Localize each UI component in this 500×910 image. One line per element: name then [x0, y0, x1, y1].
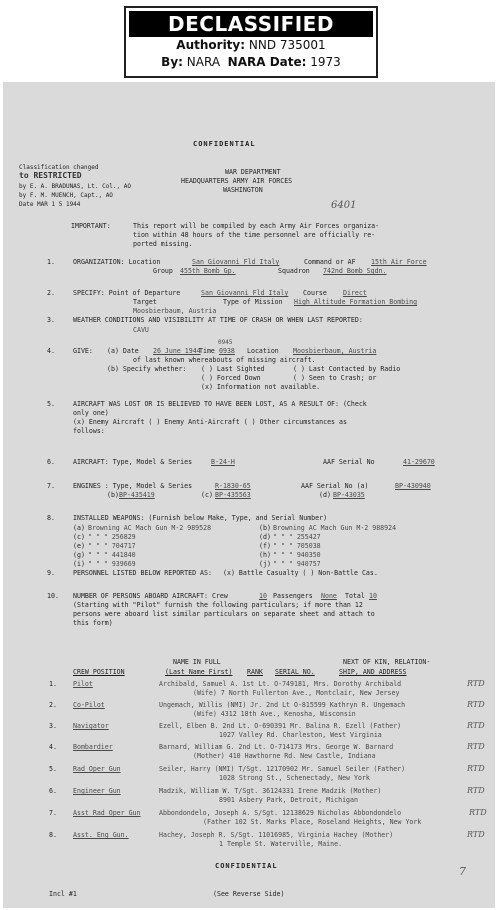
crew-details: Ezell, Elben B. 2nd Lt. O-690391 Mr. Balina R. Ezell (Father) [159, 722, 402, 730]
crew-details: Archibald, Samuel A. 1st Lt. O-749181, Mrs. Dorothy Archibald [159, 680, 402, 688]
page-handwritten-mark: 7 [459, 865, 466, 878]
crew-rtd-mark: RTD [467, 786, 485, 795]
crew-position: Navigator [73, 722, 109, 730]
target-value: Moosbierbaum, Austria [133, 307, 217, 315]
weapon-entry: " " " 705038 [273, 542, 321, 550]
engine-d-label: (d) [319, 491, 331, 499]
important-line2: tion within 48 hours of the time personnel are officially re- [133, 231, 376, 239]
location-label: Location [247, 347, 279, 355]
engine-c-label: (c) [201, 491, 213, 499]
option-forced-down: ( ) Forced Down [201, 374, 261, 382]
crew-address: (Mother) 410 Hawthorne Rd. New Castle, Indiana [193, 752, 376, 760]
crew-position: Engineer Gun [73, 787, 121, 795]
weapon-letter: (j) [259, 560, 271, 568]
weapon-entry: Browning AC Mach Gun M-2 989528 [88, 524, 212, 532]
crew-rtd-mark: RTD [467, 764, 485, 773]
crew-rtd-mark: RTD [467, 700, 485, 709]
crew-address: 1 Temple St. Waterville, Maine. [219, 840, 343, 848]
section-2-number: 2. [47, 289, 55, 297]
col-last-name-first: (Last Name First) [165, 668, 233, 676]
crew-rtd-mark: RTD [469, 808, 487, 817]
persons-line3: persons were aboard list similar particulars on separate sheet and attach to [73, 610, 375, 618]
section-6-number: 6. [47, 458, 55, 466]
persons-line4: this form) [73, 619, 113, 627]
date-value: 26 June 1944 [153, 347, 201, 355]
crew-address: 1028 Strong St., Schenectady, New York [219, 774, 370, 782]
option-last-sighted: ( ) Last Sighted [201, 365, 265, 373]
section-10-number: 10. [47, 592, 59, 600]
weapons-label: INSTALLED WEAPONS: (Furnish below Make, Type, and Serial Number) [73, 514, 328, 522]
aircraft-serial-label: AAF Serial No [323, 458, 375, 466]
squadron-label: Squadron [278, 267, 310, 275]
crew-address: (Wife) 4312 18th Ave., Kenosha, Wisconsin [193, 710, 356, 718]
option-info-not-available: (x) Information not available. [201, 383, 321, 391]
whereabouts-text: of last known whereabouts of missing aircraft. [133, 356, 316, 364]
lost-reason-line3: (x) Enemy Aircraft ( ) Enemy Anti-Aircraft ( ) Other circumstances as [73, 418, 347, 426]
crew-position: Asst Rad Oper Gun [73, 809, 141, 817]
crew-number: 8. [49, 831, 57, 839]
give-label: GIVE: [73, 347, 93, 355]
crew-address: 8901 Asbery Park, Detroit, Michigan [219, 796, 358, 804]
engine-serial-d: BP-43035 [333, 491, 365, 499]
weapon-letter: (d) [259, 533, 271, 541]
time-correction: 0945 [218, 339, 233, 346]
group-value: 455th Bomb Gp. [180, 267, 236, 275]
classification-bottom: CONFIDENTIAL [215, 862, 278, 870]
important-line3: ported missing. [133, 240, 193, 248]
section-8-number: 8. [47, 514, 55, 522]
engine-b-label: (b) [107, 491, 119, 499]
course-value: Direct [343, 289, 367, 297]
time-label: Time [199, 347, 215, 355]
aircraft-serial: 41-29670 [403, 458, 435, 466]
crew-rtd-mark: RTD [467, 721, 485, 730]
organization-location: San Giovanni Fld Italy [192, 258, 280, 266]
mission-value: High Altitude Formation Bombing [294, 298, 418, 306]
passengers-label: Passengers [273, 592, 313, 600]
crew-position: Pilot [73, 680, 93, 688]
total-label: Total [345, 592, 365, 600]
engine-serial-a: BP-430940 [395, 482, 431, 490]
option-last-contacted: ( ) Last Contacted by Radio [293, 365, 401, 373]
class-change-line4: by F. M. MUENCH, Capt., AO [19, 192, 113, 199]
squadron-value: 742nd Bomb Sqdn. [323, 267, 387, 275]
document-number: 6401 [331, 200, 357, 211]
crew-rtd-mark: RTD [467, 830, 485, 839]
personnel-label: PERSONNEL LISTED BELOW REPORTED AS: [73, 569, 212, 577]
weapon-letter: (c) [73, 533, 85, 541]
classification-top: CONFIDENTIAL [193, 140, 256, 148]
col-rank: RANK [247, 668, 263, 676]
option-seen-crash: ( ) Seen to Crash; or [293, 374, 377, 382]
crew-details: Madzik, William W. T/Sgt. 36124331 Irene Madzik (Mother) [159, 787, 382, 795]
important-label: IMPORTANT: [71, 222, 111, 230]
departure-value: San Giovanni Fld Italy [201, 289, 289, 297]
weapon-entry: " " " 940757 [273, 560, 321, 568]
engine-serial-c: BP-435563 [215, 491, 251, 499]
persons-aboard-label: NUMBER OF PERSONS ABOARD AIRCRAFT: Crew [73, 592, 228, 600]
weather-value: CAVU [133, 326, 149, 334]
declassified-banner [124, 6, 378, 78]
weapon-entry: Browning AC Mach Gun M-2 988924 [273, 524, 397, 532]
target-label: Target [133, 298, 157, 306]
banner-title: DECLASSIFIED [129, 11, 373, 37]
weapon-letter: (g) [73, 551, 85, 559]
crew-details: Abbondondelo, Joseph A. S/Sgt. 12138629 Nicholas Abbondondelo [159, 809, 402, 817]
command-label: Command or AF [304, 258, 356, 266]
lost-reason-line2: only one) [73, 409, 109, 417]
document-page [3, 82, 495, 908]
col-relationship-address: SHIP, AND ADDRESS [339, 668, 407, 676]
weapon-entry: " " " 940350 [273, 551, 321, 559]
important-line1: This report will be compiled by each Army Air Forces organiza- [133, 222, 380, 230]
group-label: Group [153, 267, 173, 275]
inclosure-label: Incl #1 [49, 890, 77, 898]
weapon-entry: " " " 441840 [88, 551, 136, 559]
crew-details: Seiler, Harry (NMI) T/Sgt. 12170902 Mr. Samuel Seiler (Father) [159, 765, 406, 773]
crew-number: 3. [49, 722, 57, 730]
crew-number: 2. [49, 701, 57, 709]
crew-number: 1. [49, 680, 57, 688]
section-5-number: 5. [47, 400, 55, 408]
total-value: 10 [369, 592, 377, 600]
crew-position: Asst. Eng Gun. [73, 831, 129, 839]
crew-rtd-mark: RTD [467, 679, 485, 688]
course-label: Course [303, 289, 327, 297]
crew-details: Hachey, Joseph R. S/Sgt. 11016985, Virginia Hachey (Mother) [159, 831, 394, 839]
location-value: Moosbierbaum, Austria [293, 347, 377, 355]
engine-serial-b: BP-435419 [119, 491, 155, 499]
engines-label: ENGINES : Type, Model & Series [73, 482, 193, 490]
crew-count: 10 [259, 592, 267, 600]
class-change-line3: by E. A. BRADUNAS, Lt. Col., AO [19, 183, 131, 190]
crew-number: 6. [49, 787, 57, 795]
aircraft-type: B-24-H [211, 458, 235, 466]
persons-line2: (Starting with "Pilot" furnish the following particulars; if more than 12 [73, 601, 363, 609]
time-value: 0938 [219, 347, 235, 355]
header-line1: WAR DEPARTMENT [225, 168, 281, 176]
lost-reason-line4: follows: [73, 427, 105, 435]
weapon-entry: " " " 704717 [88, 542, 136, 550]
weapon-entry: " " " 255427 [273, 533, 321, 541]
col-serial-no: SERIAL NO. [275, 668, 315, 676]
crew-number: 4. [49, 743, 57, 751]
specify-label: (b) Specify whether: [107, 365, 187, 373]
col-name-in-full: NAME IN FULL [173, 658, 221, 666]
weapon-letter: (h) [259, 551, 271, 559]
crew-number: 7. [49, 809, 57, 817]
banner-by: By: NARA NARA Date: 1973 [161, 55, 341, 69]
crew-address: 1027 Valley Rd. Charleston, West Virginia [219, 731, 382, 739]
weapon-letter: (a) [73, 524, 85, 532]
section-1-number: 1. [47, 258, 55, 266]
banner-authority: Authority: NND 735001 [176, 38, 326, 52]
section-9-number: 9. [47, 569, 55, 577]
weather-label: WEATHER CONDITIONS AND VISIBILITY AT TIME OF CRASH OR WHEN LAST REPORTED: [73, 316, 363, 324]
col-crew-position: CREW POSITION [73, 668, 125, 676]
mission-label: Type of Mission [223, 298, 283, 306]
crew-position: Co-Pilot [73, 701, 105, 709]
lost-reason-line1: AIRCRAFT WAS LOST OR IS BELIEVED TO HAVE BEEN LOST, AS A RESULT OF: (Check [73, 400, 367, 408]
crew-position: Rad Oper Gun [73, 765, 121, 773]
departure-label: SPECIFY: Point of Departure [73, 289, 181, 297]
class-change-line5: Date MAR 1 5 1944 [19, 201, 81, 208]
crew-details: Ungemach, Willis (NMI) Jr. 2nd Lt O-815599 Kathryn R. Ungemach [159, 701, 406, 709]
passengers-value: None [321, 592, 337, 600]
crew-number: 5. [49, 765, 57, 773]
weapon-letter: (e) [73, 542, 85, 550]
crew-details: Barnard, William G. 2nd Lt. O-714173 Mrs. George W. Barnard [159, 743, 394, 751]
section-4-number: 4. [47, 347, 55, 355]
header-line3: WASHINGTON [223, 186, 263, 194]
personnel-status: (x) Battle Casualty ( ) Non-Battle Cas. [223, 569, 378, 577]
weapon-entry: " " " 939669 [88, 560, 136, 568]
class-change-line1: Classification changed [19, 164, 99, 171]
see-reverse-side: (See Reverse Side) [213, 890, 285, 898]
date-label: (a) Date [107, 347, 139, 355]
weapon-letter: (i) [73, 560, 85, 568]
aircraft-label: AIRCRAFT: Type, Model & Series [73, 458, 193, 466]
organization-label: ORGANIZATION: Location [73, 258, 161, 266]
class-change-line2: to RESTRICTED [19, 171, 82, 180]
command-value: 15th Air Force [371, 258, 427, 266]
section-7-number: 7. [47, 482, 55, 490]
crew-position: Bombardier [73, 743, 113, 751]
crew-address: (Wife) 7 North Fullerton Ave., Montclair, New Jersey [193, 689, 400, 697]
weapon-letter: (b) [259, 524, 271, 532]
engines-type: R-1830-65 [215, 482, 251, 490]
crew-rtd-mark: RTD [467, 742, 485, 751]
col-next-of-kin: NEXT OF KIN, RELATION- [343, 658, 431, 666]
crew-address: (Father 102 St. Marks Place, Roseland Heights, New York [203, 818, 422, 826]
engines-serial-label: AAF Serial No (a) [301, 482, 369, 490]
header-line2: HEADQUARTERS ARMY AIR FORCES [181, 177, 293, 185]
section-3-number: 3. [47, 316, 55, 324]
weapon-entry: " " " 256829 [88, 533, 136, 541]
weapon-letter: (f) [259, 542, 271, 550]
